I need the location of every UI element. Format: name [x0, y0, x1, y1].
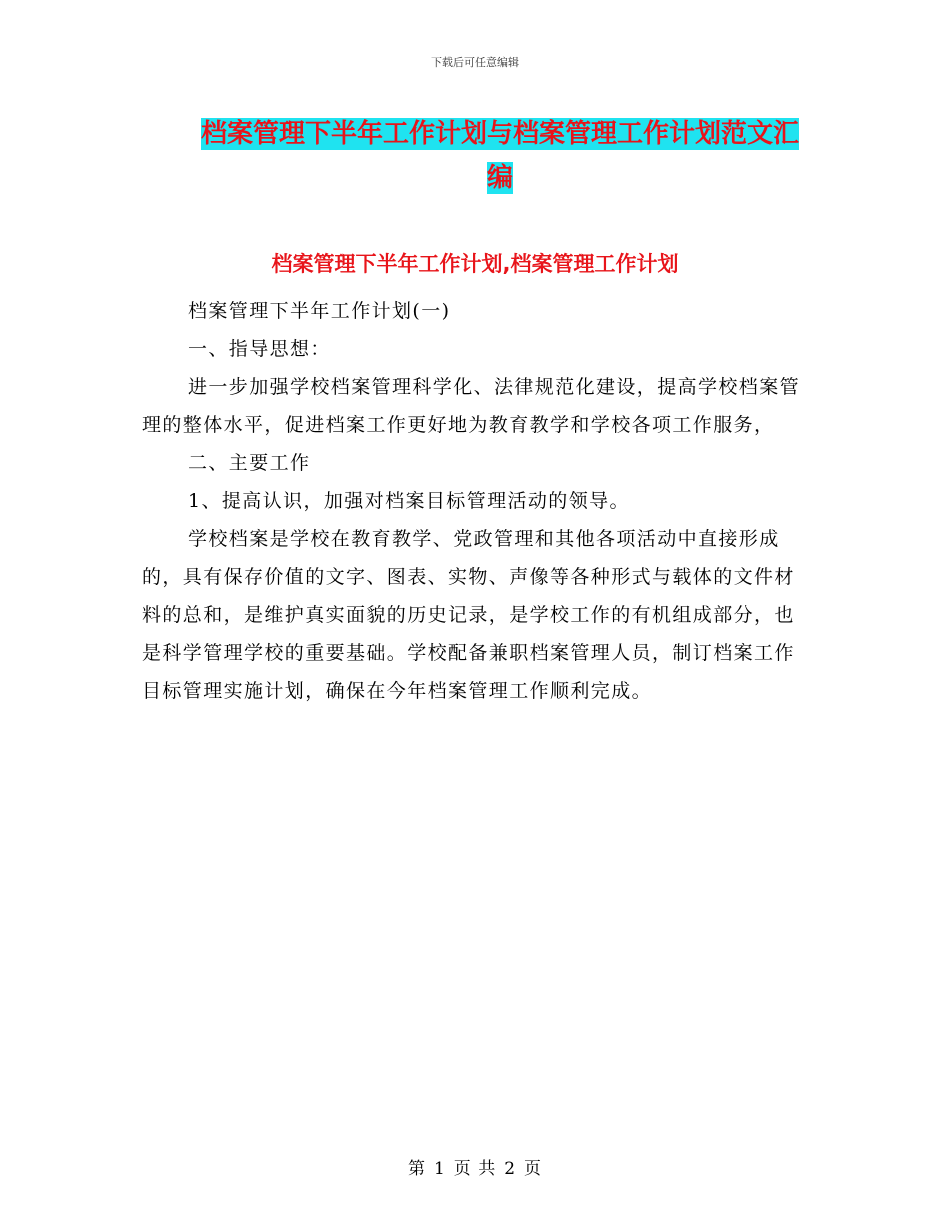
page-total: 2	[504, 1159, 517, 1179]
section-heading: 档案管理下半年工作计划(一)	[188, 300, 451, 322]
footer-suffix: 页	[524, 1159, 543, 1179]
page-footer	[0, 1154, 950, 1179]
document-title-text: 档案管理下半年工作计划与档案管理工作计划范文汇编	[200, 119, 799, 193]
footer-middle: 页 共	[453, 1159, 497, 1179]
section-heading: 一、指导思想：	[188, 338, 331, 360]
footer-prefix: 第	[407, 1159, 426, 1179]
document-body	[142, 292, 810, 710]
section-heading: 1、提高认识，加强对档案目标管理活动的领导。	[188, 490, 630, 512]
page-number: 1	[433, 1159, 446, 1179]
body-paragraph: 学校档案是学校在教育教学、党政管理和其他各项活动中直接形成的，具有保存价值的文字、图表、实物、声像等各种形式与载体的文件材料的总和，是维护真实面貌的历史记录，是学校工作的有机组成部分，也是科学管理学校的重要基础。学校配备兼职档案管理人员，制订档案工作目标管理实施计划，确保在今年档案管理工作顺利完成。	[142, 528, 795, 702]
header-note: 下载后可任意编辑	[431, 56, 519, 69]
body-paragraph: 进一步加强学校档案管理科学化、法律规范化建设，提高学校档案管理的整体水平，促进档案工作更好地为教育教学和学校各项工作服务，	[142, 376, 801, 436]
document-title	[195, 112, 805, 200]
section-heading: 二、主要工作	[188, 452, 311, 474]
document-subtitle: 档案管理下半年工作计划,档案管理工作计划	[271, 252, 679, 276]
